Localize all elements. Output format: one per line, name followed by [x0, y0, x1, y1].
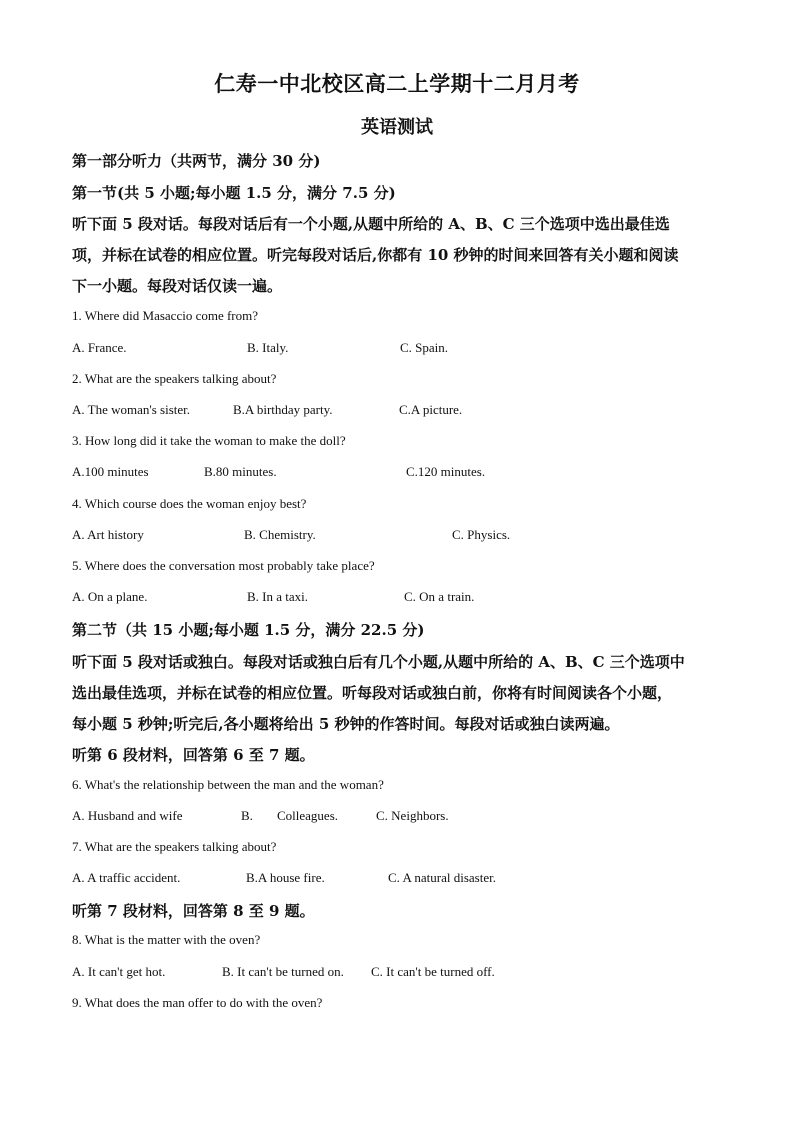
option-a: A. Art history — [72, 527, 144, 542]
section1-instruction-line: 下一小题。每段对话仅读一遍。 — [72, 277, 283, 295]
question-4: 4. Which course does the woman enjoy best? — [72, 496, 307, 511]
option-a: A. A traffic accident. — [72, 870, 181, 885]
option-c: C. Spain. — [400, 340, 449, 355]
option-c: C. Neighbors. — [376, 808, 449, 823]
question-5: 5. Where does the conversation most probably take place? — [72, 558, 375, 573]
question-3-options — [0, 464, 794, 484]
option-b-text: Colleagues. — [277, 808, 339, 823]
question-9: 9. What does the man offer to do with the oven? — [72, 995, 323, 1010]
option-b: B.A birthday party. — [233, 402, 333, 417]
question-1: 1. Where did Masaccio come from? — [72, 308, 259, 323]
question-6-options — [0, 808, 794, 828]
option-c: C.120 minutes. — [406, 464, 486, 479]
option-c: C.A picture. — [399, 402, 463, 417]
section2-heading: 第二节（共 15 小题;每小题 1.5 分，满分 22.5 分) — [72, 621, 425, 639]
section2-instruction-line: 听下面 5 段对话或独白。每段对话或独白后有几个小题,从题中所给的 A、B、C 三个选项中 — [72, 653, 685, 671]
part1-heading: 第一部分听力（共两节，满分 30 分) — [72, 152, 321, 170]
question-2-options — [0, 402, 794, 422]
option-a: A.100 minutes — [72, 464, 149, 479]
option-b: B. Chemistry. — [244, 527, 316, 542]
question-7: 7. What are the speakers talking about? — [72, 839, 277, 854]
option-c: C. It can't be turned off. — [371, 964, 495, 979]
option-c: C. Physics. — [452, 527, 511, 542]
option-b: B.80 minutes. — [204, 464, 277, 479]
question-3: 3. How long did it take the woman to make the doll? — [72, 433, 346, 448]
option-c: C. A natural disaster. — [388, 870, 496, 885]
section1-instruction-line: 听下面 5 段对话。每段对话后有一个小题,从题中所给的 A、B、C 三个选项中选出最佳选 — [72, 215, 670, 233]
question-1-options — [0, 340, 794, 360]
section1-heading: 第一节(共 5 小题;每小题 1.5 分，满分 7.5 分) — [72, 184, 396, 202]
option-b: B. — [241, 808, 253, 823]
section2-instruction-line: 每小题 5 秒钟;听完后,各小题将给出 5 秒钟的作答时间。每段对话或独白读两遍。 — [72, 715, 620, 733]
question-2: 2. What are the speakers talking about? — [72, 371, 277, 386]
option-a: A. The woman's sister. — [72, 402, 191, 417]
option-b: B.A house fire. — [246, 870, 325, 885]
exam-title: 仁寿一中北校区高二上学期十二月月考 — [214, 71, 580, 96]
exam-subtitle: 英语测试 — [361, 117, 433, 138]
question-8: 8. What is the matter with the oven? — [72, 932, 261, 947]
option-b: B. In a taxi. — [247, 589, 309, 604]
section1-instruction-line: 项，并标在试卷的相应位置。听完每段对话后,你都有 10 秒钟的时间来回答有关小题和阅读 — [72, 246, 679, 264]
question-5-options — [0, 589, 794, 609]
material-7-heading: 听第 7 段材料，回答第 8 至 9 题。 — [72, 902, 315, 920]
question-4-options — [0, 527, 794, 547]
option-a: A. Husband and wife — [72, 808, 183, 823]
section2-instruction-line: 选出最佳选项，并标在试卷的相应位置。听每段对话或独白前，你将有时间阅读各个小题， — [72, 684, 673, 702]
option-c: C. On a train. — [404, 589, 475, 604]
option-a: A. France. — [72, 340, 127, 355]
question-6: 6. What's the relationship between the man and the woman? — [72, 777, 384, 792]
material-6-heading: 听第 6 段材料，回答第 6 至 7 题。 — [72, 746, 315, 764]
option-a: A. On a plane. — [72, 589, 148, 604]
option-a: A. It can't get hot. — [72, 964, 166, 979]
question-7-options — [0, 870, 794, 890]
option-b: B. Italy. — [247, 340, 289, 355]
option-b: B. It can't be turned on. — [222, 964, 344, 979]
question-8-options — [0, 964, 794, 984]
